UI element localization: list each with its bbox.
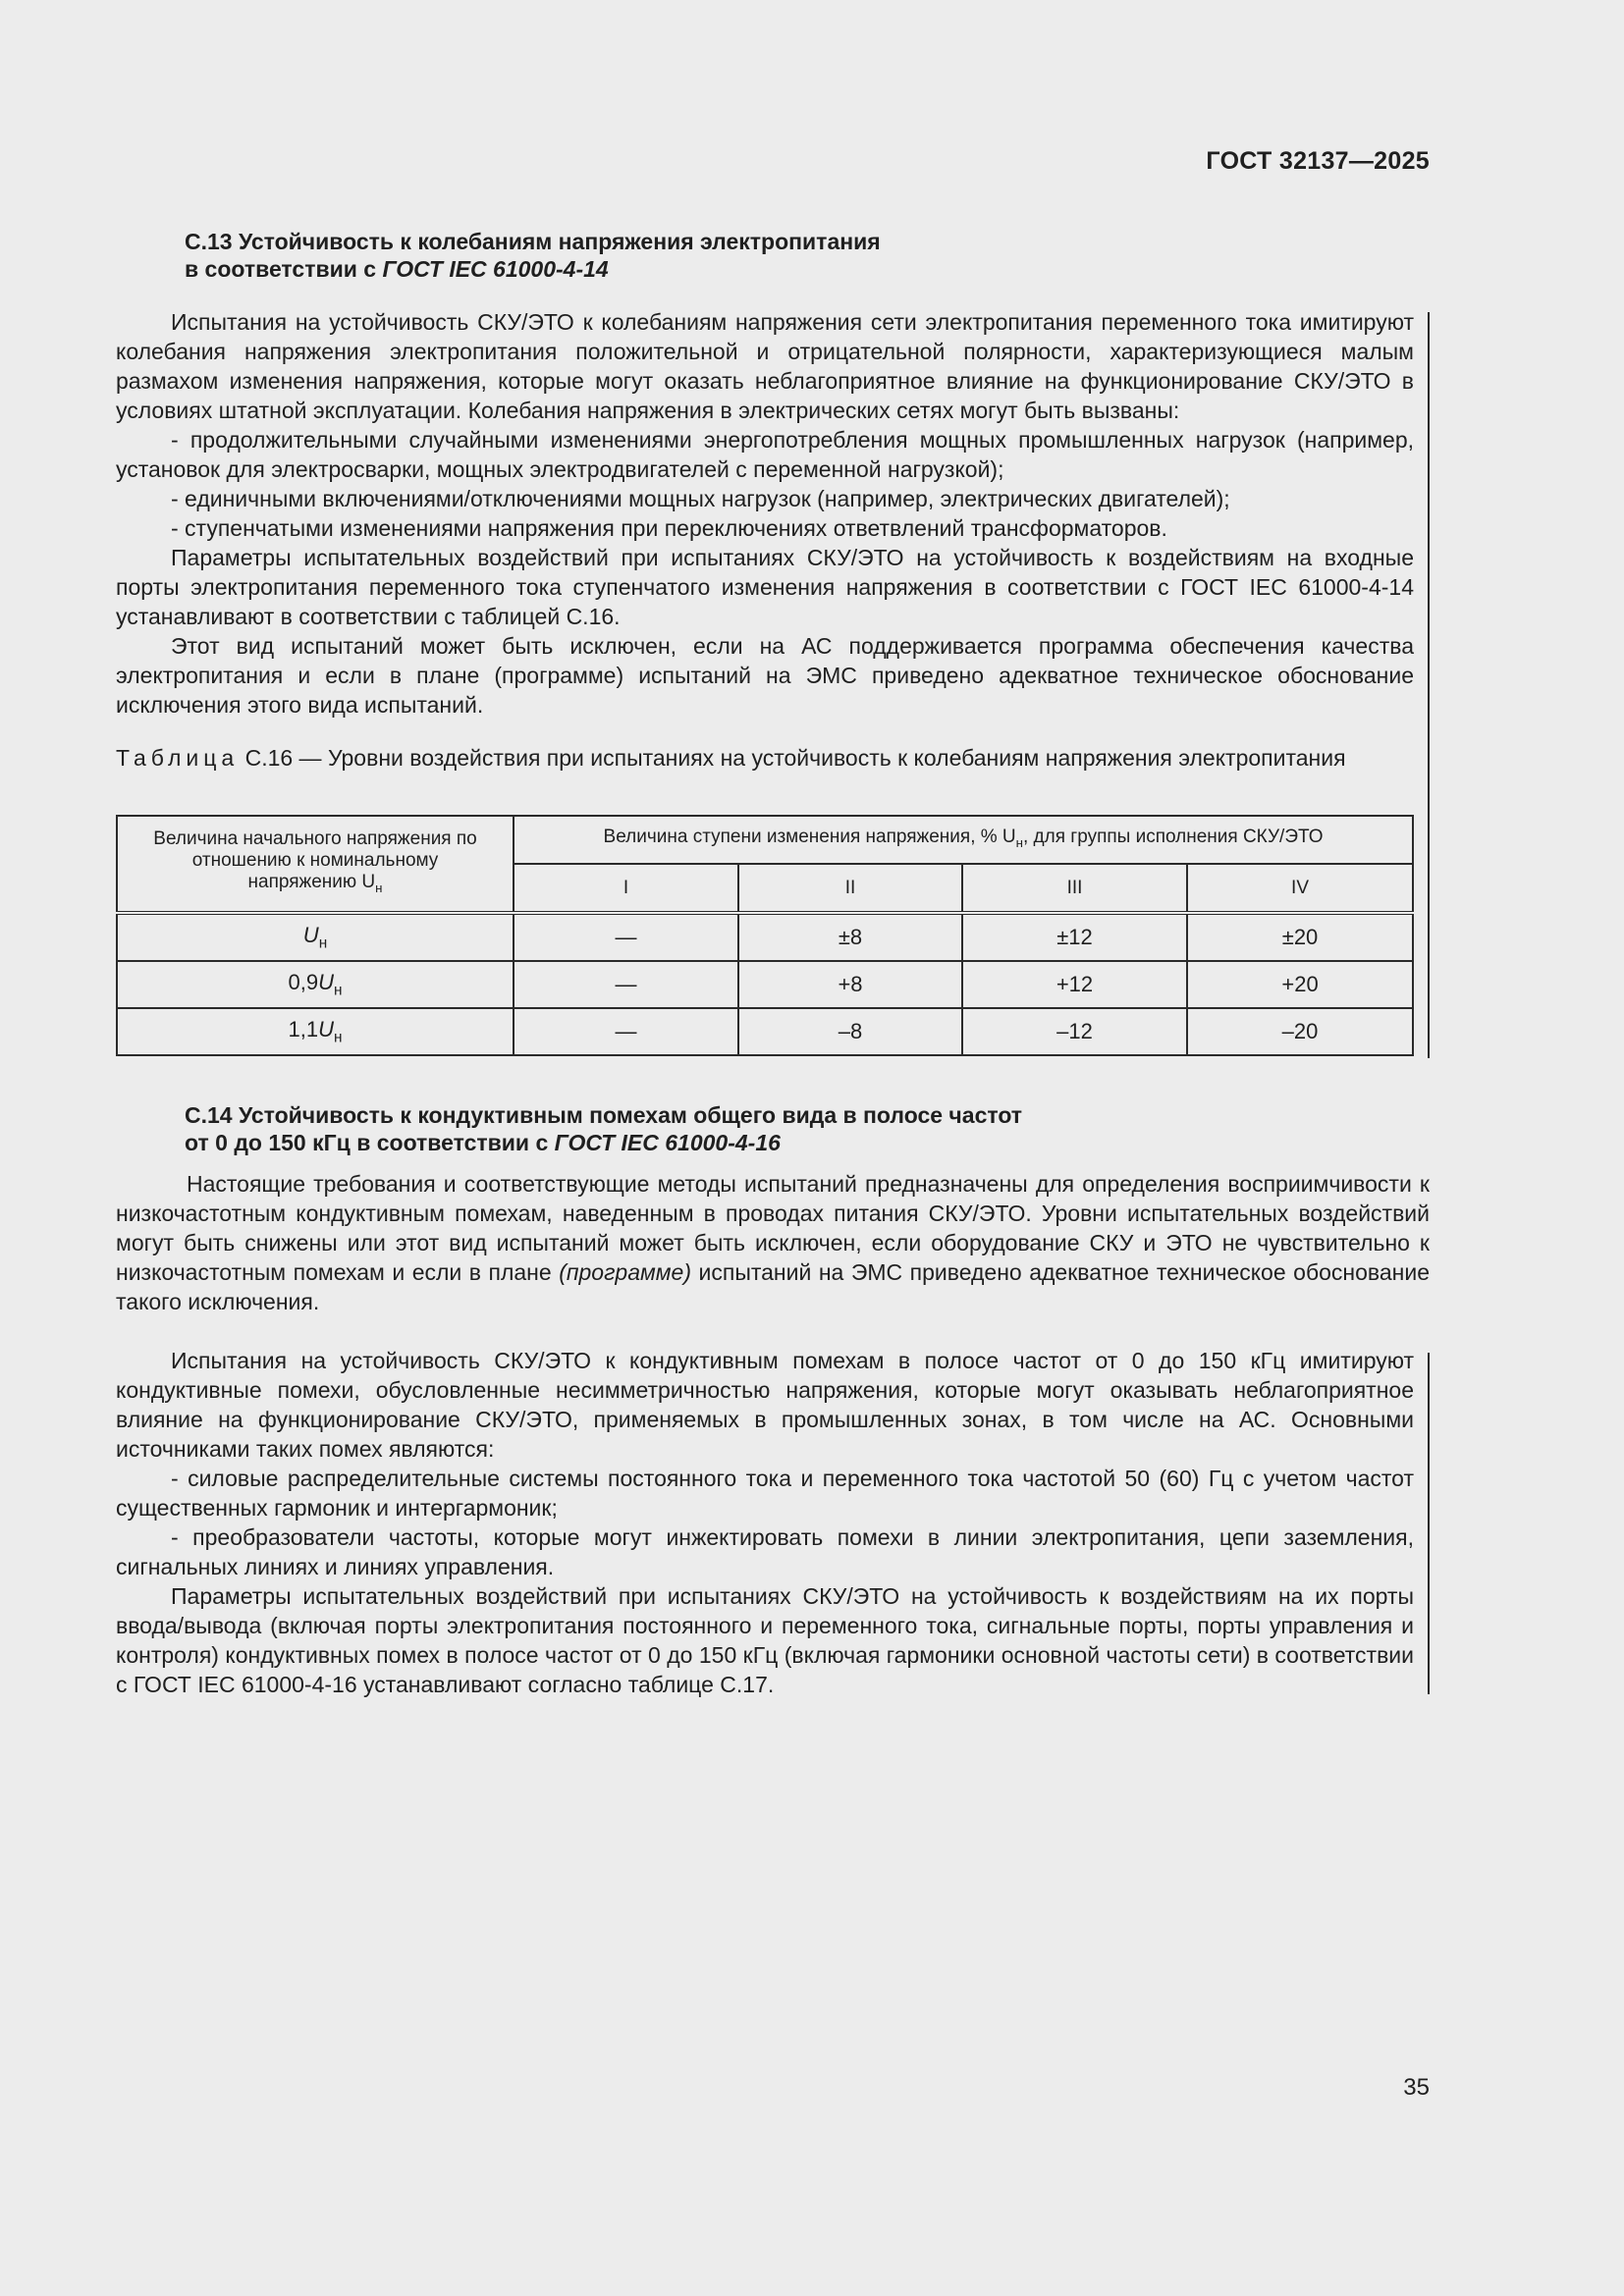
- section-c13-list-item-3: - ступенчатыми изменениями напряжения при переключениях ответвлений трансформаторов.: [171, 515, 1167, 541]
- section-c13-title-prefix: в соответствии с: [185, 256, 383, 282]
- section-c14-paragraph-3: Параметры испытательных воздействий при испытаниях СКУ/ЭТО на устойчивость к воздействиям на их порты ввода/вывода (включая порты электропитания постоянного и переменного тока, сигнальные порты, порты управления и контроля) кондуктивных помех в полосе частот от 0 до 150 кГц (включая гармоники основной частоты сети) в соответствии с ГОСТ IEC 61000-4-16 устанавливают согласно таблице С.17.: [116, 1583, 1414, 1697]
- table-cell: –20: [1187, 1008, 1413, 1055]
- table-cell-voltage: [117, 1008, 514, 1055]
- table-header-group-4: IV: [1187, 864, 1413, 913]
- table-header-group-3: III: [962, 864, 1187, 913]
- table-cell-voltage: [117, 961, 514, 1008]
- table-cell: ±8: [738, 913, 962, 961]
- table-cell: –12: [962, 1008, 1187, 1055]
- section-c14-intro: [116, 1169, 1430, 1316]
- table-c16-caption: [116, 743, 1414, 773]
- section-c13-paragraph-3: Этот вид испытаний может быть исключен, если на АС поддерживается программа обеспечения качества электропитания и если в плане (программе) испытаний на ЭМС приведено адекватное техническое обоснование исключения этого вида испытаний.: [116, 633, 1414, 718]
- section-c13-body: [116, 307, 1414, 720]
- section-c13-list-item-1: - продолжительными случайными изменениями энергопотребления мощных промышленных нагрузок (например, установок для электросварки, мощных электродвигателей с переменной нагрузкой);: [116, 427, 1414, 482]
- section-c13-title-line2: [185, 255, 1166, 283]
- section-c14-title-line2: [185, 1129, 1166, 1156]
- voltage-sub: н: [333, 1029, 343, 1046]
- table-header-initial-voltage: [117, 816, 514, 913]
- section-c13-paragraph-2: Параметры испытательных воздействий при испытаниях СКУ/ЭТО на устойчивость к воздействиям на входные порты электропитания переменного тока ступенчатого изменения напряжения в соответствии с ГОСТ IEC 61000-4-14 устанавливают в соответствии с таблицей С.16.: [116, 545, 1414, 629]
- voltage-var: U: [302, 922, 319, 947]
- table-cell: ±12: [962, 913, 1187, 961]
- section-c14-list-item-2: - преобразователи частоты, которые могут инжектировать помехи в линии электропитания, цепи заземления, сигнальных линиях и линиях управления.: [116, 1524, 1414, 1579]
- section-c13-title-line1: С.13 Устойчивость к колебаниям напряжения электропитания: [185, 229, 881, 254]
- table-cell: —: [514, 913, 738, 961]
- section-c14-title: [185, 1101, 1166, 1156]
- table-cell: +12: [962, 961, 1187, 1008]
- table-caption-text: С.16 — Уровни воздействия при испытаниях на устойчивость к колебаниям напряжения электропитания: [239, 745, 1346, 771]
- table-cell: —: [514, 961, 738, 1008]
- table-header-step-sub: н: [1015, 834, 1023, 850]
- table-c16: [116, 815, 1414, 1056]
- table-cell: +20: [1187, 961, 1413, 1008]
- section-c13-paragraph-1: Испытания на устойчивость СКУ/ЭТО к колебаниям напряжения сети электропитания переменного тока имитируют колебания напряжения электропитания положительной и отрицательной полярности, характеризующиеся малым размахом изменения напряжения, которые могут оказать неблагоприятное влияние на функционирование СКУ/ЭТО в условиях штатной эксплуатации. Колебания напряжения в электрических сетях могут быть вызваны:: [116, 309, 1414, 423]
- section-c14-paragraph-1: [116, 1169, 1430, 1316]
- section-c14-paragraph-1-part-b: испытаний на ЭМС приведено адекватное техническое обоснование такого исключения.: [116, 1259, 1430, 1314]
- page-number: 35: [1403, 2074, 1430, 2101]
- table-cell-voltage: [117, 913, 514, 961]
- section-c13-title-ref: ГОСТ IEC 61000-4-14: [382, 256, 609, 282]
- voltage-prefix: 1,1: [288, 1016, 319, 1041]
- table-header-step-prefix: Величина ступени изменения напряжения, % U: [603, 826, 1016, 847]
- section-c14-title-prefix: от 0 до 150 кГц в соответствии с: [185, 1130, 555, 1155]
- table-row: [117, 1008, 1413, 1055]
- voltage-sub: н: [318, 934, 328, 952]
- section-c14-paragraph-2: Испытания на устойчивость СКУ/ЭТО к кондуктивным помехам в полосе частот от 0 до 150 кГц имитируют кондуктивные помехи, обусловленные несимметричностью напряжения, которые могут оказывать неблагоприятное влияние на функционирование СКУ/ЭТО, применяемых в промышленных зонах, в том числе на АС. Основными источниками таких помех являются:: [116, 1348, 1414, 1462]
- table-row: [117, 961, 1413, 1008]
- table-header-group-1: I: [514, 864, 738, 913]
- section-c14-title-ref: ГОСТ IEC 61000-4-16: [554, 1130, 781, 1155]
- section-c14-title-line1: С.14 Устойчивость к кондуктивным помехам общего вида в полосе частот: [185, 1102, 1023, 1128]
- voltage-var: U: [318, 969, 334, 994]
- table-cell: ±20: [1187, 913, 1413, 961]
- table-cell: –8: [738, 1008, 962, 1055]
- change-bar: [1428, 1353, 1430, 1694]
- standard-code: ГОСТ 32137—2025: [1206, 147, 1430, 175]
- section-c14-paragraph-1-italic: (программе): [559, 1259, 691, 1285]
- table-header-initial-voltage-text: Величина начального напряжения по отношению к номинальному напряжению U: [153, 828, 477, 893]
- section-c14-paragraph-1-part-a: Настоящие требования и соответствующие методы испытаний предназначены для определения восприимчивости к низкочастотным кондуктивным помехам, наведенным в проводах питания СКУ/ЭТО. Уровни испытательных воздействий могут быть снижены или этот вид испытаний может быть исключен, если оборудование СКУ и ЭТО не чувствительно к низкочастотным помехам и если в плане: [116, 1171, 1430, 1285]
- section-c13-list-item-2: - единичными включениями/отключениями мощных нагрузок (например, электрических двигателей);: [171, 486, 1230, 511]
- change-bar: [1428, 312, 1430, 1058]
- voltage-var: U: [318, 1016, 334, 1041]
- table-cell: —: [514, 1008, 738, 1055]
- table-caption-word: Таблица: [116, 745, 240, 771]
- table-row: [117, 913, 1413, 961]
- table-header-step-magnitude: [514, 816, 1413, 864]
- section-c14-body: [116, 1346, 1414, 1699]
- section-c14-list-item-1: - силовые распределительные системы постоянного тока и переменного тока частотой 50 (60) Гц с учетом частот существенных гармоник и интергармоник;: [116, 1466, 1414, 1521]
- voltage-sub: н: [333, 982, 343, 999]
- section-c13-title: [185, 228, 1166, 283]
- table-cell: +8: [738, 961, 962, 1008]
- table-header-step-suffix: , для группы исполнения СКУ/ЭТО: [1023, 826, 1324, 847]
- table-header-group-2: II: [738, 864, 962, 913]
- table-header-initial-voltage-sub: н: [375, 880, 383, 895]
- voltage-prefix: 0,9: [288, 969, 319, 994]
